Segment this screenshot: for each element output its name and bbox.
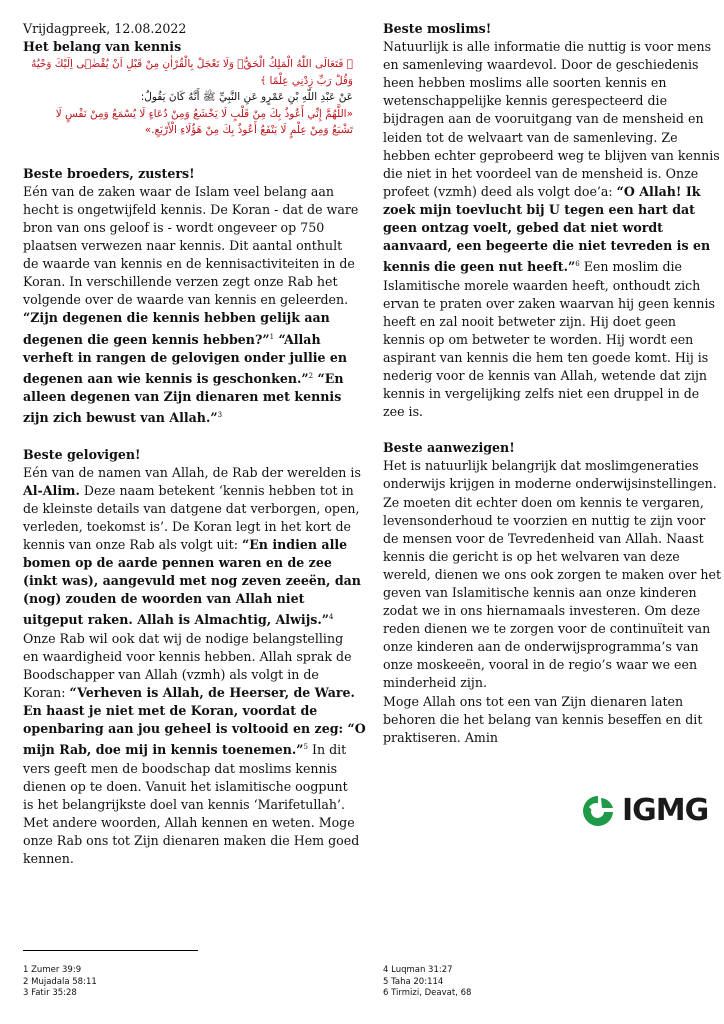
text-span: Deze naam betekent ‘kennis hebben tot in [79, 482, 354, 498]
text-line [23, 482, 353, 500]
left-column [23, 20, 366, 868]
igmg-emblem-icon [580, 795, 618, 827]
text-line: en waardigheid voor kennis hebben. Allah sprak de [23, 648, 352, 664]
text-line: de kleinste details van datgene dat verborgen, open, [23, 500, 360, 516]
quote-line: “Zijn degenen die kennis hebben gelijk aan [23, 310, 330, 326]
text-line: die niet in het voordeel van de mensheid is. Onze [383, 165, 699, 181]
text-line: kennen. [23, 851, 74, 866]
text-line: zee is. [383, 404, 424, 420]
igmg-logo [580, 793, 709, 828]
text-line: hebben echter geprobeerd weg te blijven van kennis [383, 147, 720, 163]
text-line: geven van Islamitische kennis aan onze kinderen [383, 585, 697, 600]
text-line: Ze moeten dit echter doen om kennis te vergaren, [383, 494, 704, 510]
text-span: Een moslim die [579, 259, 682, 275]
footnote: 1 Zumer 39:9 [23, 965, 82, 975]
text-line: onze Rab ons tot Zijn dienaren maken die Hem goed [23, 832, 360, 848]
text-line: zodat we in ons hiernamaals investeren. Om deze [383, 603, 701, 619]
text-line: kennis die gericht is op het welvaren van deze [383, 548, 680, 564]
text-line: Natuurlijk is alle informatie die nuttig is voor mens [383, 39, 712, 55]
quote-line [23, 608, 353, 629]
footnote: 6 Tirmizi, Deavat, 68 [383, 988, 472, 998]
footnotes-right [383, 965, 471, 1000]
quote-text: uitgeput raken. Allah is Almachtig, Alwijs.” [23, 612, 329, 628]
quote-text: zijn zich bewust van Allah.” [23, 410, 218, 426]
text-line: verleden, toekomst is’. De Koran legt in het kort de [23, 518, 352, 534]
text-line: nederig voor de kennis van Allah, wetende dat zijn [383, 367, 708, 383]
document-date: Vrijdagpreek, 12.08.2022 [23, 21, 187, 36]
footnote-ref: 2 [308, 371, 314, 380]
right-column [383, 20, 722, 747]
text-line: ervan te praten over zaken waarvan hij geen kennis [383, 295, 715, 311]
text-line: Met andere woorden, Allah kennen en weten. Moge [23, 814, 355, 830]
quote-text: kennis die geen nut heeft.” [383, 259, 576, 275]
quote-line: (nog) zouden de woorden van Allah niet [23, 591, 305, 607]
text-line: aspirant van kennis die hem ten goede komt. Hij is [383, 349, 709, 365]
quote-line: alleen degenen van Zijn dienaren met kennis [23, 389, 342, 405]
text-line: is het belangrijkste doel van kennis ‘Marifetullah’. [23, 796, 345, 812]
arabic-block [23, 56, 353, 139]
footnote: 2 Mujadala 58:11 [23, 976, 97, 987]
text-line: Boodschapper van Allah (vzmh) als volgt in de [23, 666, 319, 682]
quote-line [23, 328, 353, 349]
arabic-verse-line: وَقُلْ رَبِّ زِدْنِي عِلْمًا ﴾ [260, 74, 353, 87]
text-line: onze moskeeën, vooral in de regio’s waar we een [383, 657, 698, 673]
text-line: kennis op om betweter te worden. Hij wordt een [383, 331, 694, 347]
text-line: Onze Rab wil ook dat wij de nodige belangstelling [23, 630, 344, 646]
arabic-verse-line: ﴿ فَتَعَالَى اللّٰهُ الْمَلِكُ الْحَقُّۚ وَلَا تَعْجَلْ بِالْقُرْاٰنِ مِنْ قَبْلِ اَنْ يُقْضٰۤى اِلَيْكَ وَحْيُهُ [31, 58, 353, 71]
text-line: bron van ons geloof is - wordt ongeveer op 750 [23, 219, 325, 235]
quote-line [23, 406, 353, 427]
text-line: plaatsen verwezen naar kennis. Dit aantal onthult [23, 238, 343, 254]
text-line: Het is natuurlijk belangrijk dat moslimgeneraties [383, 458, 699, 474]
section-heading: Beste aanwezigen! [383, 440, 515, 456]
text-line: reden dienen we te zorgen voor de continuïteit van [383, 621, 711, 637]
quote-line [383, 255, 703, 276]
text-line: vers geeft men de boodschap dat moslims kennis [23, 760, 338, 776]
text-span: Koran: [23, 684, 70, 700]
text-line: kennis in vergelijking zelfs niet een druppel in de [383, 386, 700, 402]
text-line: Eén van de namen van Allah, de Rab der werelden is [23, 464, 361, 480]
text-line: Moge Allah ons tot een van Zijn dienaren laten [383, 693, 684, 709]
text-span: kennis van onze Rab als volgt uit: [23, 537, 242, 553]
quote-text: “Verheven is Allah, de Heerser, de Ware. [69, 684, 355, 700]
text-line: heen hebben moslims alle soorten kennis en [383, 75, 667, 91]
text-line: leiden tot de welvaart van de samenleving. Ze [383, 129, 678, 145]
quote-line: (inkt was), aangevuld met nog zeven zeeën, dan [23, 573, 361, 589]
footnote-ref: 5 [303, 743, 308, 752]
quote-text: degenen die geen kennis hebben?” [23, 331, 270, 347]
quote-line: bomen op de aarde pennen waren en de zee [23, 555, 332, 571]
text-line: hecht is ongetwijfeld kennis. De Koran - dat de ware [23, 201, 359, 217]
quote-line: geen ontzag voelt, gebed dat niet wordt [383, 220, 663, 236]
text-line: dienen op te doen. Vanuit het islamitische oogpunt [23, 778, 348, 794]
text-line: onderwijs krijgen in moderne onderwijsinstellingen. [383, 476, 717, 492]
footnote: 5 Taha 20:114 [383, 976, 444, 987]
quote-text: “Allah [274, 331, 321, 347]
text-line: en samenleving waardevol. Door de geschiedenis [383, 57, 699, 73]
quote-text: “En indien alle [241, 537, 348, 553]
text-line [23, 536, 353, 554]
quote-text: mijn Rab, doe mij in kennis toenemen.” [23, 742, 304, 758]
text-line: Islamitische morele waarden heeft, onthoudt zich [383, 277, 701, 293]
document-title: Het belang van kennis [23, 39, 182, 55]
quote-line: verheft in rangen de gelovigen onder jullie en [23, 349, 348, 365]
quote-line: aanvaard, een begeerte die niet tevreden is en [383, 238, 711, 254]
footnote-ref: 6 [575, 260, 580, 269]
text-line: behoren die het belang van kennis beseffen en dit [383, 711, 703, 727]
text-line: de waarde van kennis en de kennisactiviteiten in de [23, 256, 355, 272]
name-highlight: Al-Alim. [23, 482, 80, 498]
footnote: 4 Luqman 31:27 [383, 965, 453, 975]
text-line: praktiseren. Amin [383, 729, 498, 745]
quote-text: “En [313, 371, 344, 387]
text-line: bijdragen aan de vooruitgang van de mensheid en [383, 111, 704, 127]
footnotes-left [23, 965, 97, 1000]
footnote-divider [23, 950, 198, 951]
text-line: de mensen voor de Tevredenheid van Allah. Naast [383, 530, 704, 546]
arabic-hadith-line: «اللَّهُمَّ إِنِّي أَعُوذُ بِكَ مِنْ قَلْبٍ لَا يَخْشَعُ وَمِنْ دُعَاءٍ لَا يُسْمَعُ وَمِنْ نَفْسٍ لَا [55, 107, 353, 120]
quote-text: degenen aan wie kennis is geschonken.” [23, 371, 309, 387]
text-line: levensonderhoud te voorzien en nuttig te zijn voor [383, 512, 706, 528]
arabic-hadith-intro: عَنْ عَبْدِ اللّهِ بْنِ عَمْرٍو عَنِ النَّبِيِّ ﷺ أَنَّهُ كَانَ يَقُولُ: [140, 91, 353, 104]
quote-line: En haast je niet met de Koran, voordat de [23, 703, 318, 719]
footnote-ref: 3 [217, 411, 223, 420]
text-line: volgende over de waarde van kennis en geleerden. [23, 292, 349, 308]
text-line [23, 684, 353, 702]
text-span: profeet (vzmh) deed als volgt doe’a: [383, 183, 617, 199]
text-line: minderheid zijn. [383, 675, 487, 691]
igmg-logo-text: IGMG [622, 793, 709, 828]
text-line: Koran. In verschillende verzen zegt onze Rab het [23, 274, 338, 290]
quote-line: zoek mijn toevlucht bij U tegen een hart dat [383, 201, 695, 217]
text-line: wetenschappelijke kennis gerespecteerd die [383, 93, 668, 109]
text-line: onze kinderen aan de onderwijsprogramma’s van [383, 639, 699, 655]
quote-text: “O Allah! Ik [616, 183, 701, 199]
text-line [383, 183, 703, 201]
section-heading: Beste broeders, zusters! [23, 165, 195, 181]
quote-line: openbaring aan jou geheel is voltooid en zeg: “O [23, 721, 366, 737]
footnote-ref: 1 [269, 332, 275, 341]
footnote: 3 Fatir 35:28 [23, 988, 77, 998]
section-heading: Beste moslims! [383, 21, 492, 36]
section-heading: Beste gelovigen! [23, 446, 141, 462]
text-line: heeft en zal nooit betweter zijn. Hij doet geen [383, 313, 677, 329]
text-line: wereld, dienen we ons ook zorgen te maken over het [383, 566, 722, 582]
arabic-hadith-line: تَشْبَعُ وَمِنْ عِلْمٍ لَا يَنْفَعُ أَعُوذُ بِكَ مِنْ هَؤُلَاءِ الْأَرْبَعِ.» [144, 124, 353, 137]
footnote-ref: 4 [329, 613, 334, 622]
quote-line [23, 367, 353, 388]
text-span: In dit [307, 742, 347, 758]
text-line: Eén van de zaken waar de Islam veel belang aan [23, 183, 335, 199]
quote-line [23, 738, 353, 759]
